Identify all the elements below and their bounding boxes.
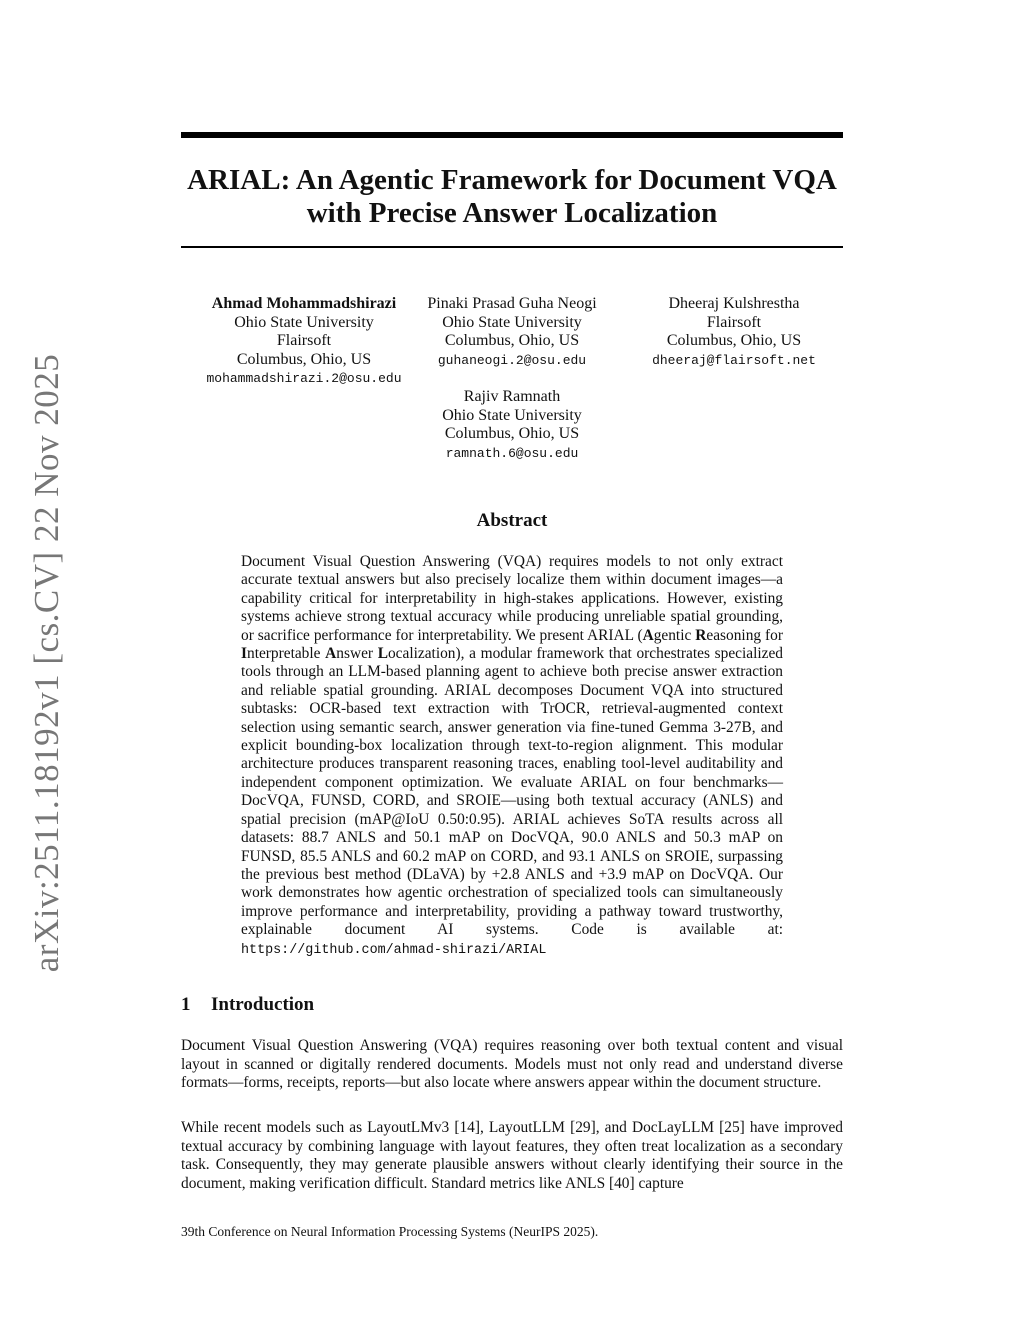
acronym-word-rest: gentic — [653, 626, 696, 644]
acronym-word-rest: nterpretable — [247, 645, 326, 663]
arxiv-side-stamp — [20, 353, 74, 973]
conference-footnote: 39th Conference on Neural Information Processing Systems (NeurIPS 2025). — [181, 1224, 599, 1239]
acronym-letter: L — [377, 645, 388, 663]
author-affiliation: Flairsoft — [276, 332, 332, 349]
author-block-1 — [196, 295, 412, 388]
section-number: 1 — [181, 994, 191, 1015]
acronym-word-rest: nswer — [336, 645, 378, 663]
author-location: Columbus, Ohio, US — [236, 350, 372, 368]
acronym-word-rest: ocalization — [387, 645, 456, 663]
acronym-letter: A — [642, 626, 654, 644]
section-heading-introduction — [181, 994, 314, 1016]
title-bottom-rule — [181, 246, 843, 248]
author-email[interactable]: mohammadshirazi.2@osu.edu — [206, 371, 402, 386]
author-block-3 — [640, 295, 828, 370]
author-block-4 — [423, 388, 601, 463]
acronym-letter: A — [325, 645, 337, 663]
author-name: Ahmad Mohammadshirazi — [211, 295, 397, 312]
abstract-heading: Abstract — [476, 510, 548, 531]
intro-paragraph-1: Document Visual Question Answering (VQA) requires reasoning over both textual content and visual layout in scanned or digitally rendered documents. Models must not only read and understand diverse formats—forms, receipts, reports—but also locate where answers appear within the document structure. — [181, 1037, 843, 1092]
author-email[interactable]: guhaneogi.2@osu.edu — [437, 352, 587, 368]
acronym-letter: I — [241, 645, 247, 663]
author-location: Columbus, Ohio, US — [444, 332, 580, 349]
code-link[interactable]: https://github.com/ahmad-shirazi/ARIAL — [241, 942, 547, 958]
author-email[interactable]: dheeraj@flairsoft.net — [652, 352, 816, 368]
author-name: Rajiv Ramnath — [463, 388, 561, 405]
author-block-2 — [423, 295, 601, 370]
author-location: Columbus, Ohio, US — [444, 425, 580, 442]
author-email[interactable]: ramnath.6@osu.edu — [445, 445, 579, 461]
title-top-rule — [181, 132, 843, 138]
author-location: Columbus, Ohio, US — [666, 332, 802, 349]
author-affiliation: Ohio State University — [442, 406, 582, 424]
abstract-text-part-2: ), a modular framework that orchestrates specialized tools through an LLM-based planning agent to achieve both precise answer extraction and reliable spatial grounding. ARIAL decomposes Document VQA into structured subtasks: OCR-based text extraction with TrOCR, retrieval-augmented context selection using semantic search, answer generation via fine-tuned Gemma 3-27B, and explicit bounding-box localization through text-to-region alignment. This modular architecture produces transparent reasoning traces, enabling tool-level auditability and independent component optimization. We evaluate ARIAL on four benchmarks—DocVQA, FUNSD, CORD, and SROIE—using both textual accuracy (ANLS) and spatial precision (mAP@IoU 0.50:0.95). ARIAL achieves SoTA results across all datasets: 88.7 ANLS and 50.1 mAP on DocVQA, 90.0 ANLS and 50.3 mAP on FUNSD, 85.5 ANLS and 60.2 mAP on CORD, and 93.1 ANLS on SROIE, surpassing the previous best method (DLaVA) by +2.8 ANLS and +3.9 mAP on DocVQA. Our work demonstrates how agentic orchestration of specialized tools can simultaneously improve performance and interpretability, providing a pathway toward trustworthy, explainable document AI systems. Code is available at: — [241, 645, 783, 939]
title-line-2: with Precise Answer Localization — [306, 197, 718, 229]
paper-title — [181, 164, 843, 230]
acronym-word-rest: easoning for — [706, 626, 783, 644]
abstract-body — [241, 553, 783, 960]
title-line-1: ARIAL: An Agentic Framework for Document VQA — [187, 164, 837, 196]
abstract-text-part-1: Document Visual Question Answering (VQA) requires models to not only extract accurate textual answers but also precisely localize them within document images—a capability critical for interpretability in high-stakes applications. However, existing systems achieve strong textual accuracy while producing unreliable spatial grounding, or sacrifice performance for interpretability. We present ARIAL ( — [241, 553, 783, 644]
author-name: Dheeraj Kulshrestha — [668, 295, 800, 312]
author-affiliation: Flairsoft — [706, 313, 762, 331]
author-affiliation: Ohio State University — [442, 313, 582, 331]
section-title: Introduction — [211, 994, 315, 1015]
author-name: Pinaki Prasad Guha Neogi — [427, 295, 597, 312]
author-affiliation: Ohio State University — [234, 313, 374, 331]
intro-paragraph-2: While recent models such as LayoutLMv3 [14], LayoutLLM [29], and DocLayLLM [25] have improved textual accuracy by combining language with layout features, they often treat localization as a secondary task. Consequently, they may generate plausible answers without clearly identifying their source in the document, making verification difficult. Standard metrics like ANLS [40] capture — [181, 1119, 843, 1192]
acronym-letter: R — [695, 626, 707, 644]
arxiv-id-text: arXiv:2511.18192v1 [cs.CV] 22 Nov 2025 — [27, 353, 67, 973]
